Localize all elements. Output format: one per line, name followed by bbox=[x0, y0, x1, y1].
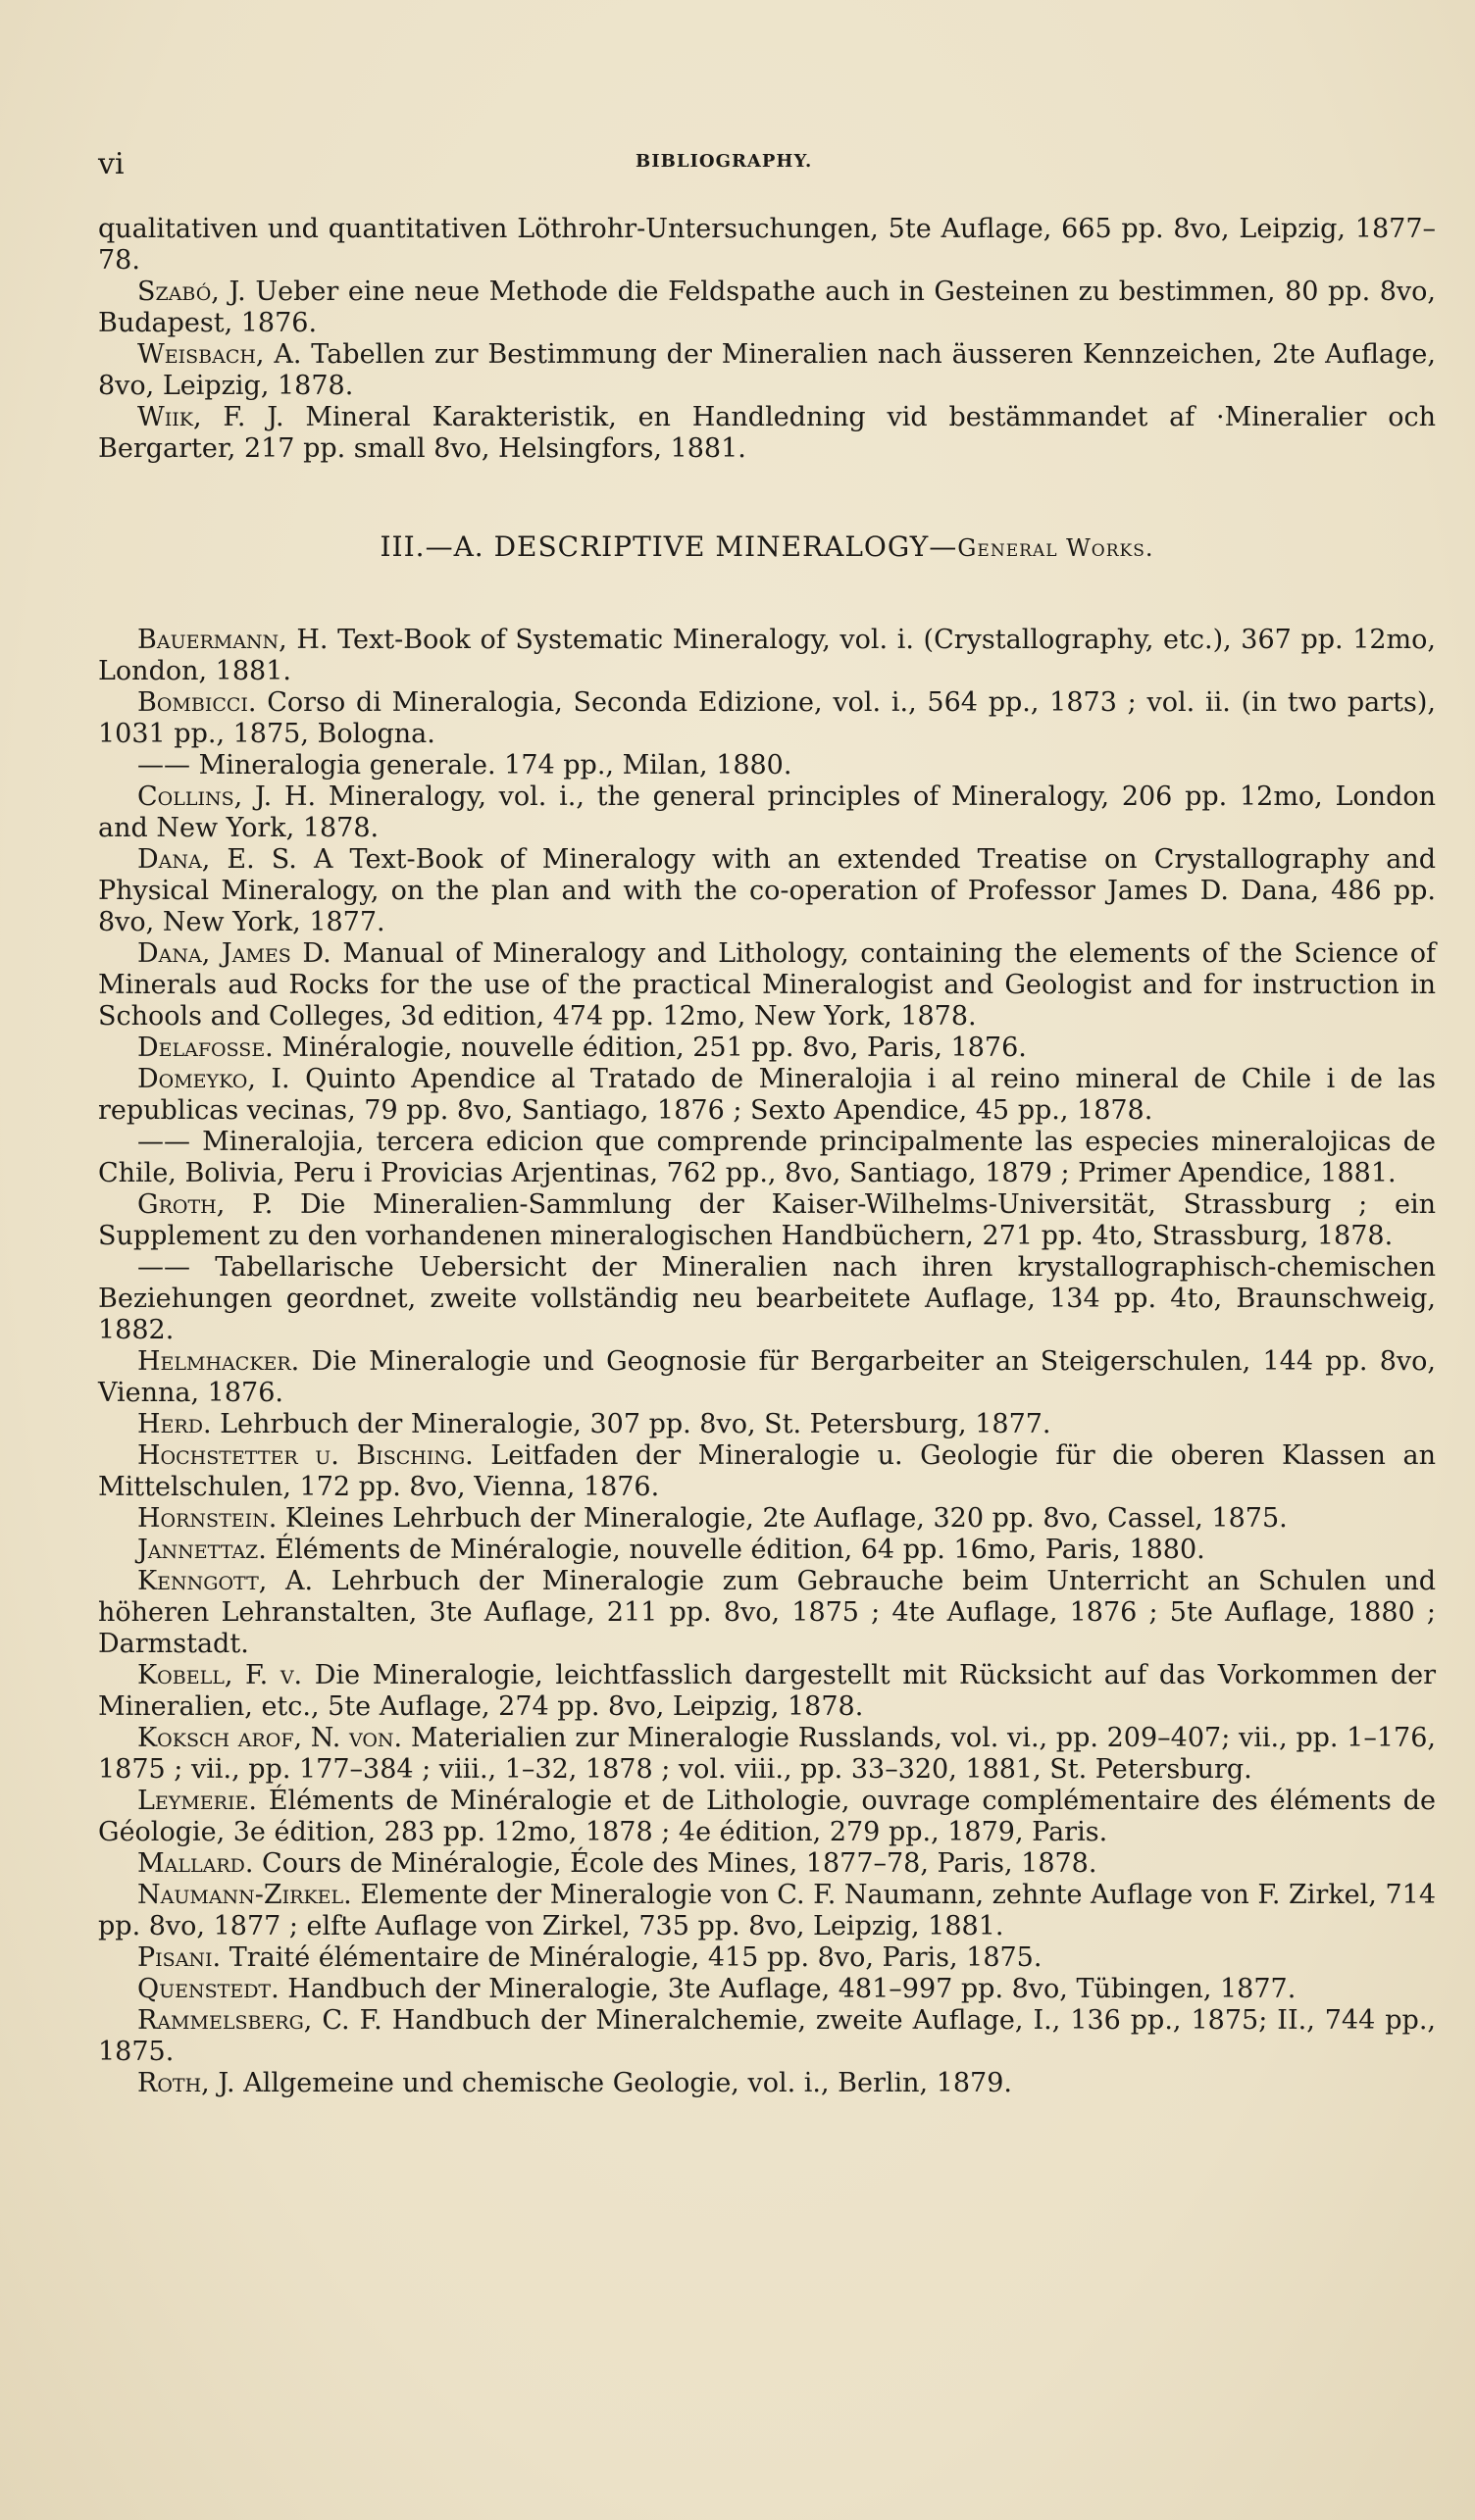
bibliography-entry bbox=[98, 1566, 1436, 1660]
entry-author: Dana, James D. bbox=[137, 938, 331, 969]
entry-author: Roth, J. bbox=[137, 2068, 235, 2098]
entry-text: Die Mineralogie, leichtfasslich dargestellt mit Rücksicht auf das Vorkommen der Mineralien, etc., 5te Auflage, 274 pp. 8vo, Leipzig, 1878. bbox=[98, 1660, 1436, 1722]
entry-author: Leymerie. bbox=[137, 1786, 257, 1816]
bibliography-entry bbox=[98, 1189, 1436, 1252]
bibliography-entry bbox=[98, 1252, 1436, 1346]
entry-text: Tabellen zur Bestimmung der Mineralien nach äusseren Kennzeichen, 2te Auflage, 8vo, Leipzig, 1878. bbox=[98, 339, 1436, 401]
entry-text: Materialien zur Mineralogie Russlands, vol. vi., pp. 209–407; vii., pp. 1–176, 1875 ; vii., pp. 177–384 ; viii., 1–32, 1878 ; vol. viii., pp. 33–320, 1881, St. Petersburg. bbox=[98, 1723, 1436, 1785]
entry-text: Cours de Minéralogie, École des Mines, 1877–78, Paris, 1878. bbox=[253, 1848, 1097, 1879]
entry-author: Herd. bbox=[137, 1409, 212, 1439]
entry-author: —— bbox=[137, 1252, 190, 1283]
entry-text: Manual of Mineralogy and Lithology, containing the elements of the Science of Minerals aud Rocks for the use of the practical Mineralogist and Geologist and for instruction in Schools and Colleges, 3d edition, 474 pp. 12mo, New York, 1878. bbox=[98, 938, 1436, 1032]
entry-text: Die Mineralien-Sammlung der Kaiser-Wilhelms-Universität, Strassburg ; ein Supplement zu den vorhandenen mineralogischen Handbüchern, 271 pp. 4to, Strassburg, 1878. bbox=[98, 1189, 1437, 1251]
bibliography-entry bbox=[98, 1409, 1436, 1440]
entry-author: Hornstein. bbox=[137, 1503, 278, 1534]
bibliography-entry bbox=[98, 625, 1436, 687]
bibliography-entry bbox=[98, 1786, 1436, 1848]
entry-text: Elemente der Mineralogie von C. F. Naumann, zehnte Auflage von F. Zirkel, 714 pp. 8vo, 1877 ; elfte Auflage von Zirkel, 735 pp. 8vo, Leipzig, 1881. bbox=[98, 1880, 1436, 1941]
entry-author: Mallard. bbox=[137, 1848, 254, 1879]
bibliography-entry bbox=[98, 1503, 1436, 1535]
entry-author: Naumann-Zirkel. bbox=[137, 1880, 352, 1910]
entry-author: Quenstedt. bbox=[137, 1974, 280, 2004]
entry-text: Minéralogie, nouvelle édition, 251 pp. 8vo, Paris, 1876. bbox=[273, 1033, 1027, 1063]
page-number: vi bbox=[98, 147, 125, 181]
bibliography-entry bbox=[98, 2068, 1436, 2099]
bibliography-entry bbox=[98, 214, 1436, 277]
entry-text: qualitativen und quantitativen Löthrohr-Untersuchungen, 5te Auflage, 665 pp. 8vo, Leipzig, 1877–78. bbox=[98, 214, 1436, 276]
entry-author: Dana, E. S. bbox=[137, 844, 297, 875]
running-title: BIBLIOGRAPHY. bbox=[636, 151, 813, 172]
entry-text: Mineralojia, tercera edicion que comprende principalmente las especies mineralojicas de Chile, Bolivia, Peru i Provicias Arjentinas, 762 pp., 8vo, Santiago, 1879 ; Primer Apendice, 1881. bbox=[98, 1127, 1436, 1188]
bibliography-entry bbox=[98, 781, 1436, 844]
section-title: III.—A. DESCRIPTIVE MINERALOGY— bbox=[380, 530, 958, 563]
entry-author: Pisani. bbox=[137, 1942, 222, 1973]
entry-author: Jannettaz. bbox=[137, 1535, 267, 1565]
bibliography-entry bbox=[98, 1064, 1436, 1127]
bibliography-entry bbox=[98, 402, 1436, 465]
bibliography-entry bbox=[98, 1723, 1436, 1786]
entry-author: Collins, J. H. bbox=[137, 781, 317, 812]
bibliography-entry bbox=[98, 1974, 1436, 2005]
bibliography-entry bbox=[98, 1942, 1436, 1974]
entry-text: Traité élémentaire de Minéralogie, 415 pp. 8vo, Paris, 1875. bbox=[221, 1942, 1043, 1973]
entry-author: Hochstetter u. Bisching. bbox=[137, 1440, 474, 1471]
entry-author: Delafosse. bbox=[137, 1033, 274, 1063]
bibliography-entry bbox=[98, 1660, 1436, 1723]
entry-author: Bauermann, H. bbox=[137, 625, 329, 655]
bibliography-body bbox=[98, 214, 1436, 2099]
bibliography-entry bbox=[98, 2005, 1436, 2068]
bibliography-entry bbox=[98, 277, 1436, 339]
entry-text: Leitfaden der Mineralogie u. Geologie für die oberen Klassen an Mittelschulen, 172 pp. 8vo, Vienna, 1876. bbox=[98, 1440, 1436, 1502]
entry-text: Lehrbuch der Mineralogie, 307 pp. 8vo, St. Petersburg, 1877. bbox=[211, 1409, 1051, 1439]
entry-author: Szabó, J. bbox=[137, 277, 246, 307]
section-heading bbox=[98, 531, 1436, 564]
bibliography-entry bbox=[98, 938, 1436, 1033]
entry-text: Quinto Apendice al Tratado de Mineralojia i al reino mineral de Chile i de las republicas vecinas, 79 pp. 8vo, Santiago, 1876 ; Sexto Apendice, 45 pp., 1878. bbox=[98, 1064, 1436, 1126]
entry-text: Handbuch der Mineralchemie, zweite Auflage, I., 136 pp., 1875; II., 744 pp., 1875. bbox=[98, 2005, 1436, 2067]
entry-text: Éléments de Minéralogie, nouvelle édition, 64 pp. 16mo, Paris, 1880. bbox=[266, 1535, 1205, 1565]
running-head bbox=[98, 147, 1471, 180]
entry-author: —— bbox=[137, 750, 190, 781]
entry-text: Mineralogia generale. 174 pp., Milan, 1880. bbox=[190, 750, 792, 781]
entry-text: Éléments de Minéralogie et de Lithologie, ouvrage complémentaire des éléments de Géologie, 3e édition, 283 pp. 12mo, 1878 ; 4e édition, 279 pp., 1879, Paris. bbox=[98, 1786, 1436, 1847]
entry-text: Allgemeine und chemische Geologie, vol. i., Berlin, 1879. bbox=[234, 2068, 1012, 2098]
entry-text: Ueber eine neue Methode die Feldspathe auch in Gesteinen zu bestimmen, 80 pp. 8vo, Budapest, 1876. bbox=[98, 277, 1436, 338]
entry-text: Tabellarische Uebersicht der Mineralien nach ihren krystallographisch-chemischen Beziehungen geordnet, zweite vollständig neu bearbeitete Auflage, 134 pp. 4to, Braunschweig, 1882. bbox=[98, 1252, 1436, 1345]
bibliography-entry bbox=[98, 1880, 1436, 1942]
bibliography-entry bbox=[98, 1033, 1436, 1064]
entry-text: Kleines Lehrbuch der Mineralogie, 2te Auflage, 320 pp. 8vo, Cassel, 1875. bbox=[277, 1503, 1288, 1534]
entry-author: Koksch arof, N. von. bbox=[137, 1723, 403, 1753]
bibliography-entry bbox=[98, 750, 1436, 781]
entry-author: Kobell, F. v. bbox=[137, 1660, 303, 1690]
entry-text: Lehrbuch der Mineralogie zum Gebrauche beim Unterricht an Schulen und höheren Lehranstalten, 3te Auflage, 211 pp. 8vo, 1875 ; 4te Auflage, 1876 ; 5te Auflage, 1880 ; Darmstadt. bbox=[98, 1566, 1436, 1659]
entry-text: Mineralogy, vol. i., the general principles of Mineralogy, 206 pp. 12mo, London and New York, 1878. bbox=[98, 781, 1436, 843]
entry-author: Helmhacker. bbox=[137, 1346, 300, 1377]
entry-text: Die Mineralogie und Geognosie für Bergarbeiter an Steigerschulen, 144 pp. 8vo, Vienna, 1876. bbox=[98, 1346, 1436, 1408]
entry-text: Corso di Mineralogia, Seconda Edizione, vol. i., 564 pp., 1873 ; vol. ii. (in two parts), 1031 pp., 1875, Bologna. bbox=[98, 687, 1436, 749]
entry-author: Domeyko, I. bbox=[137, 1064, 290, 1094]
entry-author: Wiik, F. J. bbox=[137, 402, 284, 432]
bibliography-entry bbox=[98, 339, 1436, 402]
entry-text: A Text-Book of Mineralogy with an extended Treatise on Crystallography and Physical Mineralogy, on the plan and with the co-operation of Professor James D. Dana, 486 pp. 8vo, New York, 1877. bbox=[98, 844, 1436, 937]
entry-author: Groth, P. bbox=[137, 1189, 274, 1220]
entry-text: Text-Book of Systematic Mineralogy, vol. i. (Crystallography, etc.), 367 pp. 12mo, London, 1881. bbox=[98, 625, 1436, 686]
entry-author: Kenngott, A. bbox=[137, 1566, 314, 1596]
bibliography-entry bbox=[98, 1440, 1436, 1503]
section-subtitle: General Works. bbox=[957, 534, 1154, 562]
bibliography-entry bbox=[98, 1127, 1436, 1189]
entry-text: Handbuch der Mineralogie, 3te Auflage, 481–997 pp. 8vo, Tübingen, 1877. bbox=[279, 1974, 1297, 2004]
bibliography-entry bbox=[98, 1535, 1436, 1566]
entry-author: —— bbox=[137, 1127, 190, 1157]
entry-text: Mineral Karakteristik, en Handledning vid bestämmandet af ·Mineralier och Bergarter, 217 pp. small 8vo, Helsingfors, 1881. bbox=[98, 402, 1436, 464]
entry-author: Bombicci. bbox=[137, 687, 257, 718]
bibliography-entry bbox=[98, 1346, 1436, 1409]
bibliography-entry bbox=[98, 687, 1436, 750]
entry-author: Rammelsberg, C. F. bbox=[137, 2005, 382, 2036]
entry-author: Weisbach, A. bbox=[137, 339, 302, 370]
bibliography-entry bbox=[98, 844, 1436, 938]
bibliography-entry bbox=[98, 1848, 1436, 1880]
